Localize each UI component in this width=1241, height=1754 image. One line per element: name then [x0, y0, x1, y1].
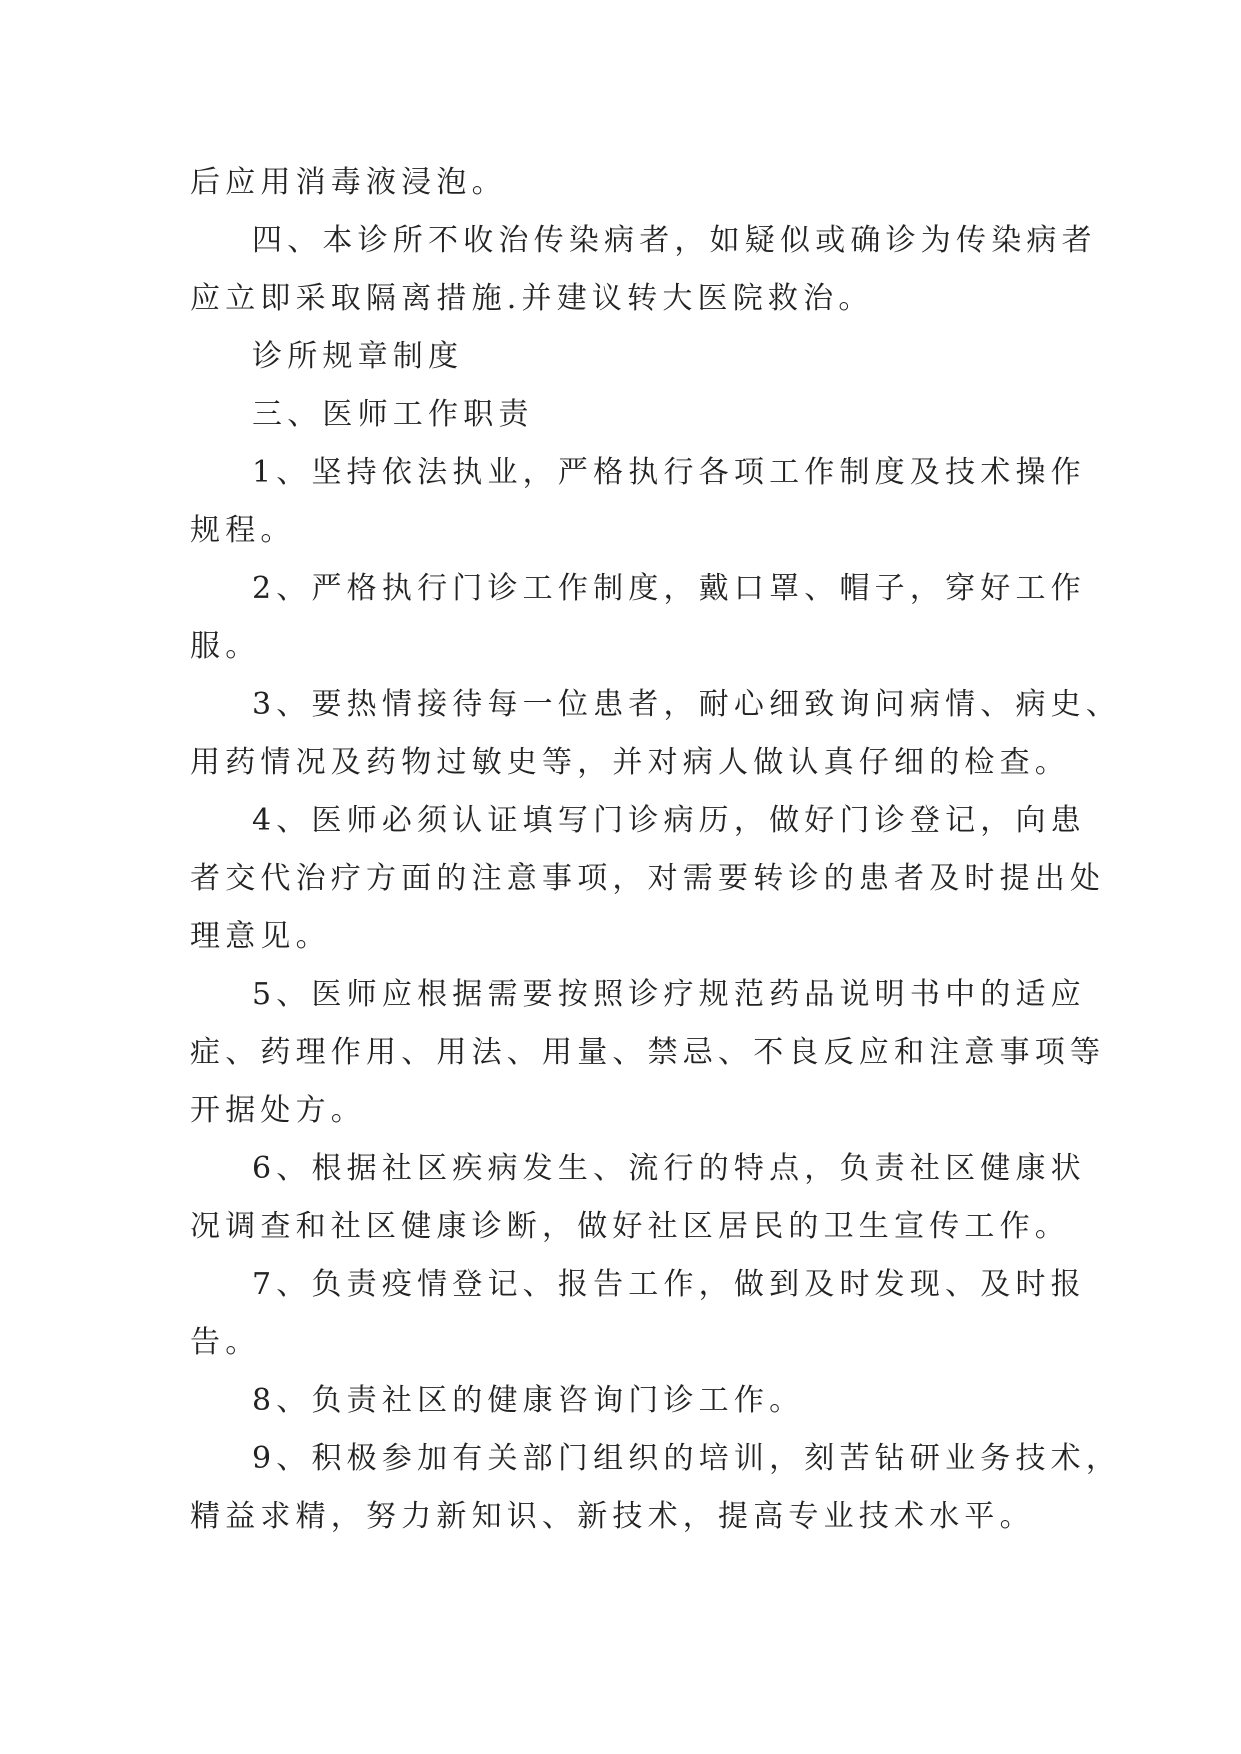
text-line: 1、坚持依法执业，严格执行各项工作制度及技术操作 [252, 455, 1086, 490]
section-heading: 三、医师工作职责 [252, 397, 534, 432]
text-line: 开据处方。 [190, 1093, 366, 1128]
text-line: 症、药理作用、用法、用量、禁忌、不良反应和注意事项等 [190, 1035, 1106, 1070]
text-line: 用药情况及药物过敏史等，并对病人做认真仔细的检查。 [190, 745, 1070, 780]
text-line: 6、根据社区疾病发生、流行的特点，负责社区健康状 [252, 1151, 1086, 1186]
text-line: 四、本诊所不收治传染病者，如疑似或确诊为传染病者 [252, 223, 1097, 258]
text-line: 者交代治疗方面的注意事项，对需要转诊的患者及时提出处 [190, 861, 1106, 896]
text-line: 9、积极参加有关部门组织的培训，刻苦钻研业务技术， [252, 1441, 1122, 1476]
text-line: 服。 [190, 629, 261, 664]
document-body [190, 154, 1122, 1546]
text-line: 告。 [190, 1325, 261, 1360]
text-line: 7、负责疫情登记、报告工作，做到及时发现、及时报 [252, 1267, 1086, 1302]
section-heading: 诊所规章制度 [252, 339, 464, 374]
text-line: 精益求精，努力新知识、新技术，提高专业技术水平。 [190, 1499, 1035, 1534]
text-line: 规程。 [190, 513, 296, 548]
text-line: 后应用消毒液浸泡。 [190, 165, 507, 200]
text-line: 4、医师必须认证填写门诊病历，做好门诊登记，向患 [252, 803, 1086, 838]
text-line: 况调查和社区健康诊断，做好社区居民的卫生宣传工作。 [190, 1209, 1070, 1244]
text-line: 8、负责社区的健康咨询门诊工作。 [252, 1383, 805, 1418]
text-line: 2、严格执行门诊工作制度，戴口罩、帽子，穿好工作 [252, 571, 1086, 606]
text-line: 应立即采取隔离措施.并建议转大医院救治。 [190, 281, 874, 316]
text-line: 3、要热情接待每一位患者，耐心细致询问病情、病史、 [252, 687, 1122, 722]
text-line: 5、医师应根据需要按照诊疗规范药品说明书中的适应 [252, 977, 1086, 1012]
text-line: 理意见。 [190, 919, 331, 954]
